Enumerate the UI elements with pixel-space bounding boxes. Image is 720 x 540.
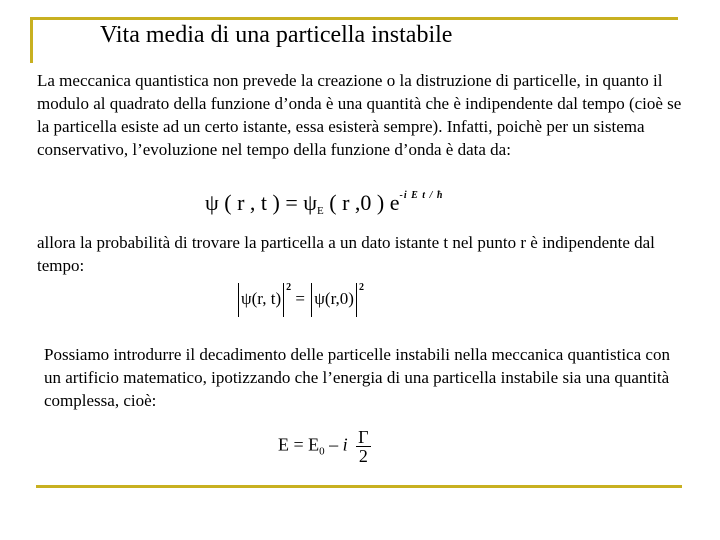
equation-complex-energy bbox=[278, 428, 371, 465]
eq2-equals: = bbox=[295, 289, 306, 308]
eq1-rhs: ( r ,0 ) e bbox=[323, 190, 400, 215]
title-left-rule bbox=[30, 17, 33, 63]
eq1-lhs: ψ ( r , t ) = ψ bbox=[205, 190, 318, 215]
title-top-rule bbox=[30, 17, 678, 20]
paragraph-2: allora la probabilità di trovare la particella a un dato istante t nel punto r è indipendente dal tempo: bbox=[37, 233, 655, 275]
abs-bar-right-2 bbox=[356, 283, 357, 317]
eq3-subscript: 0 bbox=[319, 445, 325, 458]
abs-bar-right-1 bbox=[283, 283, 284, 317]
paragraph-3: Possiamo introdurre il decadimento delle particelle instabili nella meccanica quantistica con un artificio matematico, ipotizzando che l’energia di una particella instabile sia una quantità complessa, cioè: bbox=[44, 345, 670, 410]
eq3-minus-i: – i bbox=[324, 434, 348, 455]
eq2-power-right: 2 bbox=[358, 282, 364, 293]
equation-time-evolution bbox=[205, 190, 443, 217]
abs-bar-left-1 bbox=[238, 283, 239, 317]
fraction-numerator: Γ bbox=[358, 427, 369, 447]
eq2-lhs: ψ(r, t) bbox=[241, 289, 282, 308]
eq2-power-left: 2 bbox=[286, 282, 292, 293]
slide-title: Vita media di una particella instabile bbox=[100, 22, 453, 48]
paragraph-1: La meccanica quantistica non prevede la creazione o la distruzione di particelle, in quanto il modulo al quadrato della funzione d’onda è una quantità che è indipendente dal tempo (cioè se la particella esiste ad un certo istante, essa esisterà sempre). Infatti, poichè per un sistema conservativo, l’evoluzione nel tempo della funzione d’onda è data da: bbox=[37, 71, 682, 159]
eq3-lhs: E = E bbox=[278, 434, 320, 455]
eq2-rhs: ψ(r,0) bbox=[314, 289, 354, 308]
fraction-denominator: 2 bbox=[358, 446, 368, 466]
abs-bar-left-2 bbox=[311, 283, 312, 317]
bottom-rule bbox=[36, 485, 682, 488]
eq1-exponent: -i E t / ħ bbox=[399, 190, 444, 201]
gamma-fraction bbox=[356, 428, 370, 465]
eq1-subscript: E bbox=[317, 205, 324, 217]
equation-probability bbox=[236, 282, 364, 317]
